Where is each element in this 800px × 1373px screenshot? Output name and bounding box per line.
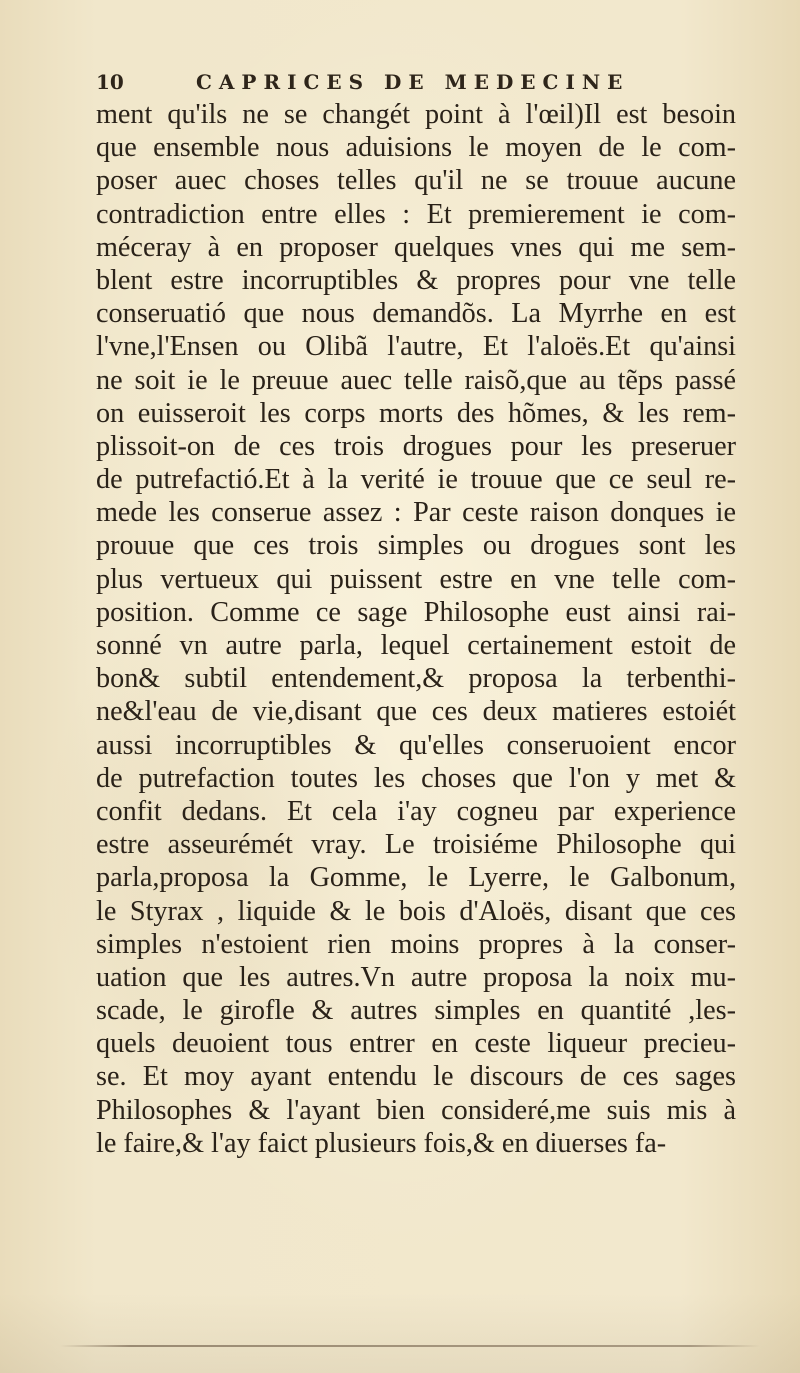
text-line: parla,proposa la Gomme, le Lyerre, le Galbonum, [96,862,736,894]
text-line: scade, le girofle & autres simples en quantité ,les- [96,995,736,1027]
text-line: on euisseroit les corps morts des hõmes, & les rem- [96,397,736,429]
text-line: contradiction entre elles : Et premierement ie com- [96,198,736,230]
text-line: simples n'estoient rien moins propres à la conser- [96,928,736,960]
text-line: le Styrax , liquide & le bois d'Aloës, disant que ces [96,895,736,927]
page-number: 10 [96,70,124,94]
text-line: position. Comme ce sage Philosophe eust ainsi rai- [96,596,736,628]
text-line: de putrefaction toutes les choses que l'on y met & [96,762,736,794]
text-line: prouue que ces trois simples ou drogues sont les [96,530,736,562]
text-line: se. Et moy ayant entendu le discours de ces sages [96,1061,736,1093]
running-title: CAPRICES DE MEDECINE [196,70,630,94]
text-line: méceray à en proposer quelques vnes qui me sem- [96,231,736,263]
text-line: bon& subtil entendement,& proposa la terbenthi- [96,663,736,695]
text-line: confit dedans. Et cela i'ay cogneu par experience [96,795,736,827]
text-line: ne soit ie le preuue auec telle raisõ,que au tẽps passé [96,364,736,396]
text-line: ne&l'eau de vie,disant que ces deux matieres estoiét [96,696,736,728]
page-bottom-edge [60,1345,760,1347]
text-line: le faire,& l'ay faict plusieurs fois,& en diuerses fa- [96,1127,667,1159]
text-line: l'vne,l'Ensen ou Olibã l'autre, Et l'aloës.Et qu'ainsi [96,331,736,363]
text-line: quels deuoient tous entrer en ceste liqueur precieu- [96,1028,736,1060]
text-line: Philosophes & l'ayant bien consideré,me suis mis à [96,1094,736,1126]
page-edge-shadow [0,1293,800,1373]
body-text [96,98,736,1160]
text-line: aussi incorruptibles & qu'elles conseruoient encor [96,729,736,761]
text-line: sonné vn autre parla, lequel certainement estoit de [96,630,736,661]
text-line: plus vertueux qui puissent estre en vne telle com- [96,563,736,595]
text-line: blent estre incorruptibles & propres pour vne telle [96,264,736,296]
text-line: de putrefactió.Et à la verité ie trouue que ce seul re- [96,464,736,496]
running-head [96,70,716,96]
text-line: que ensemble nous aduisions le moyen de le com- [96,132,736,164]
text-line: estre asseurémét vray. Le troisiéme Philosophe qui [96,829,736,861]
text-line: poser auec choses telles qu'il ne se trouue aucune [96,165,736,197]
text-line: ment qu'ils ne se changét point à l'œil)Il est besoin [96,99,736,130]
text-line: mede les conserue assez : Par ceste raison donques ie [96,497,736,529]
text-line: conseruatió que nous demandõs. La Myrrhe en est [96,298,736,330]
text-line: plissoit-on de ces trois drogues pour les preseruer [96,430,736,462]
text-line: uation que les autres.Vn autre proposa la noix mu- [96,961,736,993]
